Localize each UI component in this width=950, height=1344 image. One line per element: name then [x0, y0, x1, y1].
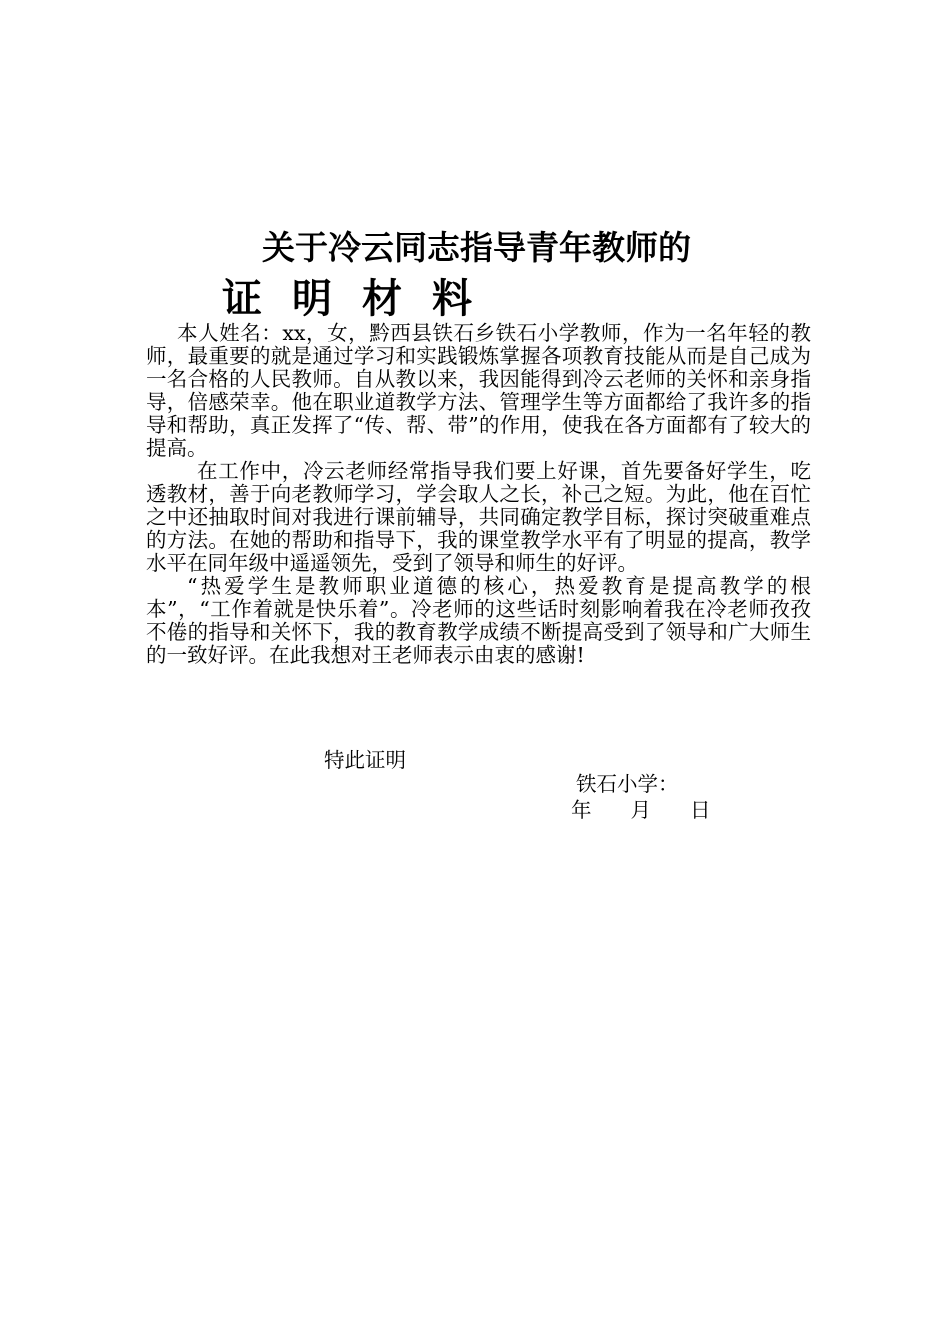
- document-title: 关于冷云同志指导青年教师的: [262, 228, 691, 267]
- date-line: [571, 797, 711, 823]
- school-signature: 铁石小学：: [576, 772, 679, 796]
- document-subtitle: 证明材料: [222, 276, 502, 322]
- document-body: [146, 322, 811, 667]
- certify-text: 特此证明: [324, 748, 406, 772]
- date-year: 年: [571, 798, 592, 822]
- paragraph-3: “热爱学生是教师职业道德的核心，热爱教育是提高教学的根本”，“工作着就是快乐着”。冷老师的这些话时刻影响着我在冷老师孜孜不倦的指导和关怀下，我的教育教学成绩不断提高受到了领导和广大师生的一致好评。在此我想对王老师表示由衷的感谢!: [146, 574, 811, 667]
- date-day: 日: [690, 798, 711, 822]
- date-month: 月: [630, 798, 651, 822]
- paragraph-2: 在工作中，冷云老师经常指导我们要上好课，首先要备好学生，吃透教材，善于向老教师学习，学会取人之长，补己之短。为此，他在百忙之中还抽取时间对我进行课前辅导，共同确定教学目标，探讨突破重难点的方法。在她的帮助和指导下，我的课堂教学水平有了明显的提高，教学水平在同年级中遥遥领先，受到了领导和师生的好评。: [146, 459, 811, 575]
- paragraph-1: 本人姓名：xx，女，黔西县铁石乡铁石小学教师，作为一名年轻的教师，最重要的就是通过学习和实践锻炼掌握各项教育技能从而是自己成为一名合格的人民教师。自从教以来，我因能得到冷云老师的关怀和亲身指导，倍感荣幸。他在职业道教学方法、管理学生等方面都给了我许多的指导和帮助，真正发挥了“传、帮、带”的作用，使我在各方面都有了较大的提高。: [146, 321, 811, 460]
